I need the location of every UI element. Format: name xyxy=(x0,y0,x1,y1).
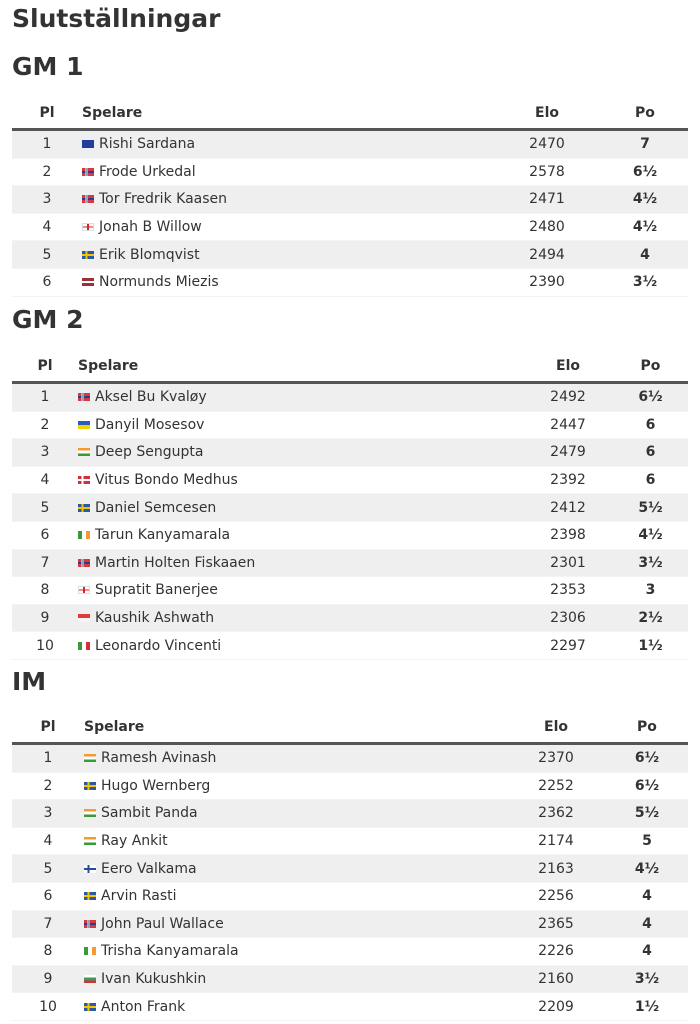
player-name[interactable]: Frode Urkedal xyxy=(99,163,196,180)
points: 1½ xyxy=(606,993,688,1021)
place: 8 xyxy=(12,577,78,605)
flag-swe-icon xyxy=(78,504,90,512)
elo: 2412 xyxy=(523,494,613,522)
table-row xyxy=(12,383,688,412)
player-name[interactable]: Ivan Kukushkin xyxy=(101,971,207,988)
place: 5 xyxy=(12,855,84,883)
player-cell xyxy=(82,213,492,241)
player-name[interactable]: Kaushik Ashwath xyxy=(95,610,215,627)
place: 7 xyxy=(12,549,78,577)
place: 10 xyxy=(12,632,78,660)
player-cell xyxy=(78,632,523,660)
points: 6½ xyxy=(606,744,688,773)
player-cell xyxy=(78,466,523,494)
table-row xyxy=(12,993,688,1021)
points: 4 xyxy=(606,938,688,966)
points: 3½ xyxy=(613,549,688,577)
flag-nor-icon xyxy=(82,195,94,203)
player-name[interactable]: Tarun Kanyamarala xyxy=(95,527,231,544)
flag-swe-icon xyxy=(84,892,96,900)
place: 5 xyxy=(12,241,82,269)
player-name[interactable]: John Paul Wallace xyxy=(101,915,224,932)
player-cell xyxy=(84,965,506,993)
player-cell xyxy=(84,993,506,1021)
table-row xyxy=(12,411,688,439)
points: 5½ xyxy=(613,494,688,522)
table-row xyxy=(12,439,688,467)
player-name[interactable]: Supratit Banerjee xyxy=(95,582,218,599)
col-elo[interactable]: Elo xyxy=(506,712,606,744)
place: 3 xyxy=(12,186,82,214)
col-pl[interactable]: Pl xyxy=(12,98,82,130)
header-row xyxy=(12,98,688,130)
table-row xyxy=(12,494,688,522)
player-name[interactable]: Trisha Kanyamarala xyxy=(101,943,239,960)
player-name[interactable]: Ray Ankit xyxy=(101,833,168,850)
player-name[interactable]: Aksel Bu Kvaløy xyxy=(95,389,207,406)
player-cell xyxy=(78,494,523,522)
elo: 2209 xyxy=(506,993,606,1021)
place: 9 xyxy=(12,604,78,632)
points: 3½ xyxy=(602,268,688,296)
player-cell xyxy=(82,186,492,214)
points: 5 xyxy=(606,827,688,855)
table-row xyxy=(12,910,688,938)
table-row xyxy=(12,604,688,632)
elo: 2252 xyxy=(506,772,606,800)
table-row xyxy=(12,938,688,966)
group-heading: IM xyxy=(12,667,47,696)
table-row xyxy=(12,186,688,214)
flag-lat-icon xyxy=(82,278,94,286)
col-player[interactable]: Spelare xyxy=(78,351,523,383)
points: 6½ xyxy=(602,158,688,186)
player-name[interactable]: Jonah B Willow xyxy=(99,219,202,236)
table-row xyxy=(12,241,688,269)
player-cell xyxy=(84,744,506,773)
elo: 2174 xyxy=(506,827,606,855)
place: 1 xyxy=(12,130,82,159)
player-cell xyxy=(84,855,506,883)
elo: 2471 xyxy=(492,186,602,214)
place: 2 xyxy=(12,158,82,186)
col-pl[interactable]: Pl xyxy=(12,712,84,744)
place: 8 xyxy=(12,938,84,966)
table-row xyxy=(12,158,688,186)
points: 7 xyxy=(602,130,688,159)
place: 10 xyxy=(12,993,84,1021)
player-cell xyxy=(82,130,492,159)
points: 6 xyxy=(613,439,688,467)
col-elo[interactable]: Elo xyxy=(523,351,613,383)
header-row xyxy=(12,712,688,744)
player-name[interactable]: Danyil Mosesov xyxy=(95,416,205,433)
player-cell xyxy=(78,577,523,605)
points: 6½ xyxy=(613,383,688,412)
elo: 2362 xyxy=(506,800,606,828)
table-row xyxy=(12,130,688,159)
player-name[interactable]: Anton Frank xyxy=(101,998,186,1015)
player-cell xyxy=(84,882,506,910)
player-cell xyxy=(78,439,523,467)
place: 2 xyxy=(12,411,78,439)
elo: 2365 xyxy=(506,910,606,938)
player-cell xyxy=(78,604,523,632)
col-points[interactable]: Po xyxy=(606,712,688,744)
place: 1 xyxy=(12,383,78,412)
elo: 2494 xyxy=(492,241,602,269)
points: 3½ xyxy=(606,965,688,993)
elo: 2353 xyxy=(523,577,613,605)
player-name[interactable]: Ramesh Avinash xyxy=(101,750,217,767)
place: 1 xyxy=(12,744,84,773)
player-cell xyxy=(84,938,506,966)
flag-swe-icon xyxy=(84,782,96,790)
points: 5½ xyxy=(606,800,688,828)
place: 9 xyxy=(12,965,84,993)
place: 7 xyxy=(12,910,84,938)
points: 4 xyxy=(606,882,688,910)
elo: 2398 xyxy=(523,521,613,549)
player-name[interactable]: Rishi Sardana xyxy=(99,136,196,153)
flag-eng-icon xyxy=(78,586,90,594)
flag-nor-icon xyxy=(78,559,90,567)
elo: 2256 xyxy=(506,882,606,910)
table-row xyxy=(12,772,688,800)
player-name[interactable]: Arvin Rasti xyxy=(101,888,177,905)
player-cell xyxy=(78,411,523,439)
player-name[interactable]: Hugo Wernberg xyxy=(101,777,211,794)
flag-ind-icon xyxy=(78,448,90,456)
player-name[interactable]: Martin Holten Fiskaaen xyxy=(95,554,256,571)
flag-irl-icon xyxy=(84,947,96,955)
table-row xyxy=(12,466,688,494)
points: 4½ xyxy=(606,855,688,883)
player-cell xyxy=(84,772,506,800)
flag-eng-icon xyxy=(82,223,94,231)
place: 6 xyxy=(12,521,78,549)
points: 3 xyxy=(613,577,688,605)
flag-ita-icon xyxy=(78,642,90,650)
flag-nor-icon xyxy=(84,920,96,928)
flag-ind-icon xyxy=(84,837,96,845)
page-title: Slutställningar xyxy=(12,4,221,33)
flag-nor-icon xyxy=(82,168,94,176)
flag-aus-icon xyxy=(82,140,94,148)
table-row xyxy=(12,632,688,660)
player-name[interactable]: Vitus Bondo Medhus xyxy=(95,472,238,489)
flag-fin-icon xyxy=(84,865,96,873)
player-cell xyxy=(82,241,492,269)
points: 2½ xyxy=(613,604,688,632)
player-name[interactable]: Eero Valkama xyxy=(101,860,197,877)
standings-table xyxy=(12,351,688,660)
flag-sgp-icon xyxy=(78,614,90,622)
place: 3 xyxy=(12,439,78,467)
points: 6 xyxy=(613,466,688,494)
place: 4 xyxy=(12,466,78,494)
table-row xyxy=(12,744,688,773)
points: 4 xyxy=(602,241,688,269)
elo: 2306 xyxy=(523,604,613,632)
elo: 2160 xyxy=(506,965,606,993)
place: 2 xyxy=(12,772,84,800)
flag-den-icon xyxy=(78,476,90,484)
col-player[interactable]: Spelare xyxy=(82,98,492,130)
elo: 2370 xyxy=(506,744,606,773)
table-row xyxy=(12,268,688,296)
player-cell xyxy=(78,549,523,577)
col-points[interactable]: Po xyxy=(602,98,688,130)
flag-ukr-icon xyxy=(78,421,90,429)
standings-table xyxy=(12,98,688,297)
elo: 2392 xyxy=(523,466,613,494)
group-heading: GM 1 xyxy=(12,52,84,81)
player-name[interactable]: Tor Fredrik Kaasen xyxy=(99,191,228,208)
elo: 2301 xyxy=(523,549,613,577)
place: 5 xyxy=(12,494,78,522)
flag-swe-icon xyxy=(84,1003,96,1011)
table-row xyxy=(12,965,688,993)
flag-ind-icon xyxy=(84,754,96,762)
player-cell xyxy=(78,383,523,412)
player-cell xyxy=(82,268,492,296)
points: 6½ xyxy=(606,772,688,800)
flag-ind-icon xyxy=(84,809,96,817)
points: 4 xyxy=(606,910,688,938)
points: 4½ xyxy=(602,186,688,214)
elo: 2226 xyxy=(506,938,606,966)
player-name[interactable]: Deep Sengupta xyxy=(95,444,204,461)
col-points[interactable]: Po xyxy=(613,351,688,383)
table-row xyxy=(12,855,688,883)
col-player[interactable]: Spelare xyxy=(84,712,506,744)
col-elo[interactable]: Elo xyxy=(492,98,602,130)
table-row xyxy=(12,882,688,910)
standings-table xyxy=(12,712,688,1021)
elo: 2447 xyxy=(523,411,613,439)
elo: 2470 xyxy=(492,130,602,159)
elo: 2480 xyxy=(492,213,602,241)
elo: 2297 xyxy=(523,632,613,660)
player-cell xyxy=(78,521,523,549)
player-name[interactable]: Daniel Semcesen xyxy=(95,499,217,516)
place: 6 xyxy=(12,882,84,910)
player-name[interactable]: Sambit Panda xyxy=(101,805,198,822)
header-row xyxy=(12,351,688,383)
elo: 2163 xyxy=(506,855,606,883)
table-row xyxy=(12,213,688,241)
elo: 2578 xyxy=(492,158,602,186)
place: 3 xyxy=(12,800,84,828)
table-row xyxy=(12,800,688,828)
flag-irl-icon xyxy=(78,531,90,539)
player-cell xyxy=(82,158,492,186)
player-cell xyxy=(84,910,506,938)
table-row xyxy=(12,577,688,605)
points: 6 xyxy=(613,411,688,439)
table-row xyxy=(12,827,688,855)
flag-nor-icon xyxy=(78,393,90,401)
player-cell xyxy=(84,827,506,855)
flag-bul-icon xyxy=(84,975,96,983)
player-name[interactable]: Erik Blomqvist xyxy=(99,246,200,263)
place: 4 xyxy=(12,213,82,241)
place: 4 xyxy=(12,827,84,855)
group-heading: GM 2 xyxy=(12,305,84,334)
player-name[interactable]: Leonardo Vincenti xyxy=(95,637,222,654)
points: 4½ xyxy=(613,521,688,549)
table-row xyxy=(12,549,688,577)
player-name[interactable]: Normunds Miezis xyxy=(99,274,219,291)
elo: 2390 xyxy=(492,268,602,296)
elo: 2479 xyxy=(523,439,613,467)
points: 4½ xyxy=(602,213,688,241)
table-row xyxy=(12,521,688,549)
place: 6 xyxy=(12,268,82,296)
flag-swe-icon xyxy=(82,251,94,259)
player-cell xyxy=(84,800,506,828)
col-pl[interactable]: Pl xyxy=(12,351,78,383)
points: 1½ xyxy=(613,632,688,660)
elo: 2492 xyxy=(523,383,613,412)
